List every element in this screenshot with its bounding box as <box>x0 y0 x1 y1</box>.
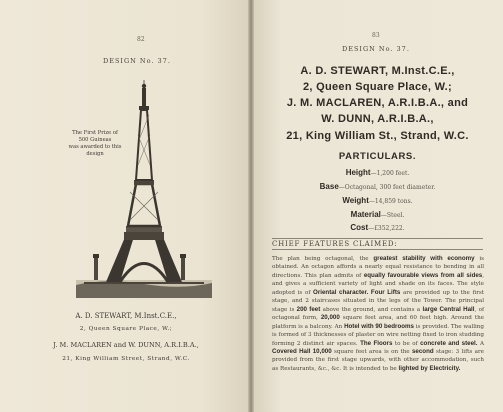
body-emphasis: 200 feet <box>296 305 321 313</box>
spec-label: Base <box>319 182 339 191</box>
body-emphasis: Oriental character. <box>313 288 369 296</box>
body-text-run: stage: 3 lifts are provided from the first stage upwards, with other accommodation, such as Restaurants, &c., &c. It is intended to be <box>272 348 484 372</box>
body-text-run: , and gives a sufficient variety of light and shade on its faces. The style adopted is of <box>272 272 485 296</box>
spec-label: Weight <box>342 196 369 205</box>
features-heading: CHIEF FEATURES CLAIMED: <box>272 240 398 248</box>
body-text-run: A <box>477 340 484 347</box>
name-line: 21, King William St., Strand, W.C. <box>286 130 469 142</box>
name-line: J. M. MACLAREN, A.R.I.B.A., and <box>286 97 469 109</box>
body-text-run: square feet area, and 60 feet high. Around the platform is a balcony. An <box>272 315 484 330</box>
prize-caption-line: was awarded to this <box>68 144 122 150</box>
body-emphasis: 20,000 <box>320 314 340 322</box>
design-title-right: DESIGN No. 37. <box>342 45 410 53</box>
spec-label: Height <box>345 168 371 177</box>
body-emphasis: concrete and steel. <box>420 339 478 347</box>
particulars-heading: PARTICULARS. <box>338 151 417 162</box>
spec-base <box>252 182 503 191</box>
spec-value: —14,859 tons. <box>368 198 413 205</box>
body-emphasis: equally favourable views from all sides <box>363 271 483 279</box>
body-text-run: to be of <box>392 340 421 347</box>
name-line: W. DUNN, A.R.I.B.A., <box>321 113 434 125</box>
body-emphasis: second <box>411 347 434 355</box>
spec-height <box>252 168 503 177</box>
address-line: A. D. STEWART, M.Inst.C.E., <box>75 312 177 320</box>
body-text-run: The plan being octagonal, the <box>272 256 374 262</box>
book-gutter <box>248 0 254 412</box>
body-emphasis: Hotel with 90 bedrooms <box>344 322 414 330</box>
address-line: J. M. MACLAREN and W. DUNN, A.R.I.B.A., <box>53 341 199 349</box>
right-page <box>252 0 503 412</box>
page-number-left: 82 <box>137 36 145 43</box>
body-text-run: square feet area is on the <box>331 348 412 355</box>
address-line: 2, Queen Square Place, W.; <box>79 326 173 332</box>
spec-value: —£352,222. <box>368 225 405 232</box>
body-text-run: is provided. The walling is formed of 3 thicknesses of plaster on wire netting fixed to iron studding forming 2 distinct air spaces. <box>272 323 484 347</box>
divider <box>272 249 483 250</box>
address-line: 21, King William Street, Strand, W.C. <box>62 356 190 362</box>
name-line: A. D. STEWART, M.Inst.C.E., <box>300 65 455 77</box>
spec-label: Material <box>350 210 381 219</box>
body-text-run: above the ground, and contains a <box>320 306 423 313</box>
name-line: 2, Queen Square Place, W.; <box>302 81 453 93</box>
body-text-run: is obtained. An octagon affords a nearly equal resistance to bending in all directions. This plan admits of <box>272 256 484 279</box>
page-number-right: 83 <box>372 32 380 39</box>
tower-illustration <box>76 80 212 298</box>
spec-material <box>252 210 503 219</box>
body-emphasis: lighted by Electricity. <box>398 364 461 372</box>
body-text-run: are provided up to the first stage, and 2 staircases situated in the legs of the Tower. The principal stage is <box>272 289 485 313</box>
features-body <box>272 255 484 373</box>
body-emphasis: large Central Hall <box>422 305 475 313</box>
spec-label: Cost <box>350 223 369 232</box>
prize-caption-line: The First Prize of <box>72 130 118 136</box>
spec-value: —1,200 feet. <box>370 170 410 177</box>
body-text-run: , of octagonal form, <box>272 306 485 322</box>
spec-value: —Octagonal, 300 feet diameter. <box>338 184 436 191</box>
divider <box>272 238 483 239</box>
spec-cost <box>252 223 503 232</box>
prize-caption-line: design <box>86 151 104 157</box>
design-title-left: DESIGN No. 37. <box>103 57 171 65</box>
prize-caption-line: 500 Guineas <box>78 137 112 143</box>
body-emphasis: The Floors <box>360 339 393 347</box>
body-emphasis: Four Lifts <box>370 288 401 296</box>
body-emphasis: greatest stability with economy <box>373 255 475 262</box>
spec-value: —Steel. <box>380 212 405 219</box>
spec-weight <box>252 196 503 205</box>
body-emphasis: Covered Hall 10,000 <box>272 347 332 355</box>
